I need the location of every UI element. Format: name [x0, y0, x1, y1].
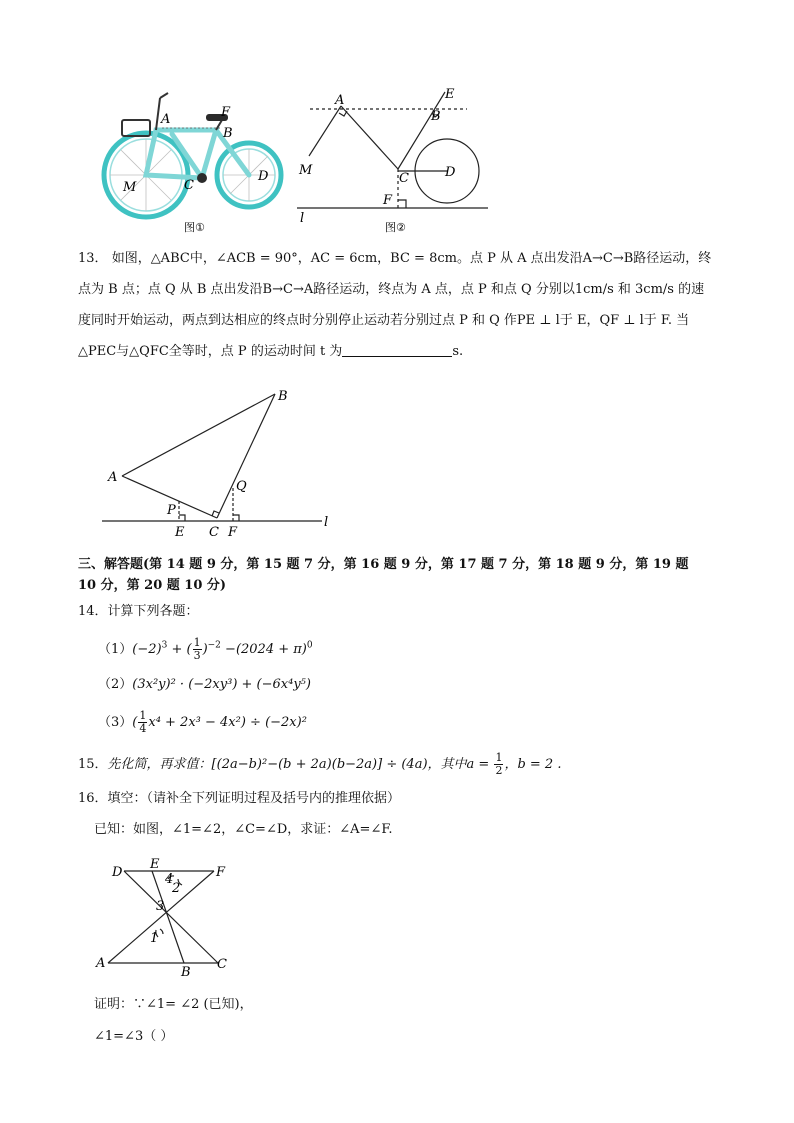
fig2-label-m: M [299, 163, 313, 178]
fig1-label-d: D [258, 169, 269, 184]
fig3-label-p: P [167, 503, 176, 518]
q15-text: 15．先化简，再求值：[(2a−b)²−(b + 2a)(b−2a)] ÷ (4a)，其中a = $\frac{1}{2}$ ，b = 2 . [78, 751, 562, 777]
fig1-label-f: F [221, 105, 231, 120]
fig4-label-angle-2: 2 [172, 881, 181, 896]
fig2-label-d: D [445, 165, 456, 180]
section3-heading-line-2: 10 分，第 20 题 10 分) [78, 578, 227, 593]
fig2-caption: 图② [385, 221, 406, 234]
fig3-label-a: A [108, 470, 118, 485]
fig4-label-b: B [181, 965, 191, 980]
q16-number: 16． [78, 791, 108, 806]
fig2-label-l: l [300, 211, 305, 226]
fig4-label-angle-3: 3 [156, 899, 165, 914]
fig3-label-c: C [209, 525, 219, 540]
fig1-label-m: M [123, 180, 137, 195]
q14-part-1: $(1)(-2)^3$ + ( $\frac{1}{3}$ )$^{-2} -(2024 + \pi)^0$ [98, 636, 313, 662]
q16-title: 16．填空：（请补全下列证明过程及括号内的推理依据） [78, 791, 401, 806]
fig3-label-e: E [175, 525, 185, 540]
q13-line-3: 度同时开始运动，两点到达相应的终点时分别停止运动若分别过点 P 和 Q 作PE ⊥ l于 E，QF ⊥ l于 F. 当 [78, 313, 690, 328]
figure-geometry-2 [295, 84, 495, 239]
q16-proof-line-2: ∠1=∠3（ ） [94, 1029, 174, 1044]
q13-line-4: △PEC与△QFC全等时，点 P 的运动时间 t 为 s. [78, 344, 464, 359]
q13-number: 13． [78, 251, 108, 266]
fig2-label-c: C [399, 171, 409, 186]
fig4-label-angle-4: 4 [165, 872, 174, 887]
figure-triangle-abc [100, 384, 340, 544]
fig1-label-c: C [184, 178, 194, 193]
q16-given: 已知：如图，∠1=∠2，∠C=∠D，求证：∠A=∠F. [94, 822, 393, 837]
fig3-label-b: B [278, 389, 288, 404]
fig3-label-l: l [324, 515, 329, 530]
fig4-label-angle-1: 1 [150, 931, 159, 946]
fig2-label-b: B [431, 109, 441, 124]
q13-line-2: 点为 B 点；点 Q 从 B 点出发沿B→C→A路径运动，终点为 A 点，点 P 和点 Q 分别以1cm/s 和 3cm/s 的速 [78, 282, 705, 297]
q13-answer-blank[interactable] [342, 342, 452, 357]
q14-title: 14．计算下列各题： [78, 604, 199, 619]
q13-line-1: 13． 如图，△ABC中，∠ACB = 90°，AC = 6cm，BC = 8cm。点 P 从 A 点出发沿A→C→B路径运动，终 [78, 251, 712, 266]
q14-number: 14． [78, 604, 108, 619]
fig4-label-e: E [150, 857, 160, 872]
fig4-label-c: C [217, 957, 227, 972]
fig4-label-a: A [96, 956, 106, 971]
fig2-label-e: E [445, 87, 455, 102]
fig2-label-f: F [383, 193, 393, 208]
figure-angles [92, 852, 242, 980]
fig4-label-d: D [112, 865, 123, 880]
q14-part-2: （2）(3x²y)² · (−2xy³) + (−6x⁴y⁵) [98, 677, 311, 692]
fig3-label-f: F [228, 525, 238, 540]
fig1-label-a: A [161, 112, 171, 127]
figure-bicycle [98, 86, 288, 236]
fig3-label-q: Q [236, 479, 247, 494]
section3-heading-line-1: 三、解答题(第 14 题 9 分，第 15 题 7 分，第 16 题 9 分，第 17 题 7 分，第 18 题 9 分，第 19 题 [78, 557, 689, 572]
fig1-label-b: B [223, 126, 233, 141]
fig4-label-f: F [216, 865, 226, 880]
q16-proof-line-1: 证明：∵∠1= ∠2 (已知)， [94, 997, 253, 1012]
q15-number: 15． [78, 757, 108, 772]
fig2-label-a: A [335, 93, 345, 108]
q14-part-3: （3）( $\frac{1}{4}$ x⁴ + 2x³ − 4x²) ÷ (−2x)² [98, 709, 307, 735]
fig1-caption: 图① [184, 221, 205, 234]
